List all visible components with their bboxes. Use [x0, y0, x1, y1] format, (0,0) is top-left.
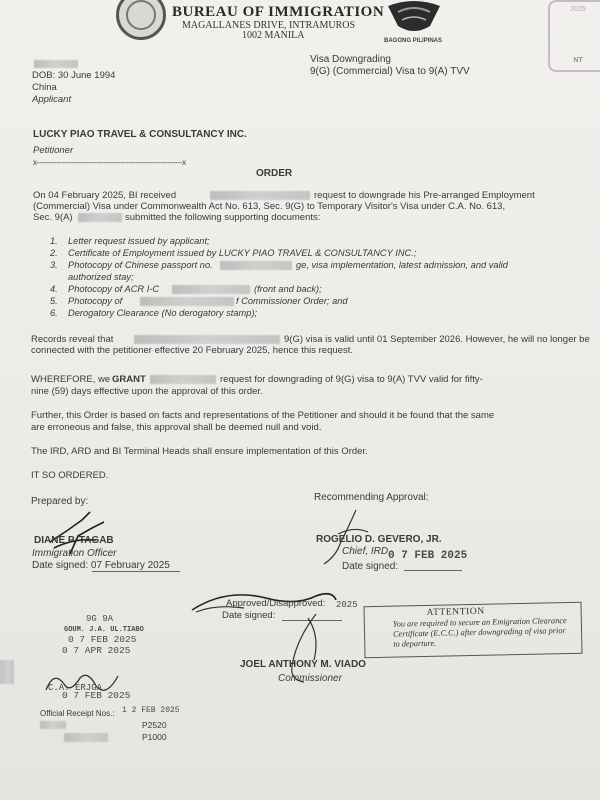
- p1-line3a: Sec. 9(A): [33, 212, 73, 223]
- p3-line1b: request for downgrading of 9(G) visa to 9(A) TVV valid for fifty-: [220, 374, 483, 385]
- p1-line3b: submitted the following supporting documents:: [125, 212, 321, 223]
- order-title: ORDER: [256, 168, 293, 179]
- approved-label: Approved/Disapproved:: [226, 598, 326, 609]
- attention-line-2: Certificate (E.C.C.) after downgrading of visa prior: [392, 626, 566, 639]
- recommending-name: ROGELIO D. GEVERO, JR.: [316, 534, 442, 545]
- receipt-date: 1 2 FEB 2025: [122, 706, 180, 715]
- stamp-visa-marks: 9G 9A: [86, 614, 114, 624]
- agency-city: 1002 MANILA: [242, 30, 305, 41]
- redacted-applicant-ref-2: [78, 213, 122, 222]
- subject-line-1: Visa Downgrading: [310, 54, 391, 65]
- prepared-title: Immigration Officer: [32, 548, 117, 559]
- applicant-nationality: China: [32, 82, 57, 93]
- receipt-label: Official Receipt Nos.:: [40, 709, 115, 718]
- p6-line: IT SO ORDERED.: [31, 470, 109, 481]
- p5-line: The IRD, ARD and BI Terminal Heads shall ensure implementation of this Order.: [31, 446, 368, 457]
- redacted-applicant-name: [34, 60, 78, 68]
- redacted-acr-no: [172, 285, 250, 294]
- p1-line1b: request to downgrade his Pre-arranged Employment: [314, 190, 535, 201]
- recommending-date-label: Date signed:: [342, 561, 399, 572]
- bureau-seal: [112, 0, 170, 46]
- stamp2-date: 0 7 FEB 2025: [62, 690, 131, 701]
- commissioner-name: JOEL ANTHONY M. VIADO: [240, 659, 366, 670]
- doc-item-6: 6. Derogatory Clearance (No derogatory stamp);: [50, 308, 258, 318]
- doc-item-1: 1. Letter request issued by applicant;: [50, 236, 210, 246]
- p4-line1: Further, this Order is based on facts and representations of the Petitioner and should it be found that the same: [31, 410, 495, 421]
- doc-item-3-tail: ge, visa implementation, latest admission, and valid: [296, 260, 508, 270]
- doc-item-5: 5. Photocopy of: [50, 296, 123, 306]
- receipt-amount-2: P1000: [142, 732, 167, 742]
- redacted-applicant-ref-4: [150, 375, 216, 384]
- prepared-by-label: Prepared by:: [31, 496, 89, 507]
- p3-line1a: WHEREFORE, we: [31, 374, 111, 385]
- redacted-passport-no: [220, 261, 292, 270]
- redacted-margin-mark: [0, 660, 14, 684]
- bagong-pilipinas-text: BAGONG PILIPINAS: [384, 38, 443, 44]
- bagong-pilipinas-logo: [386, 0, 442, 36]
- doc-item-3-cont: authorized stay;: [68, 272, 134, 282]
- stamp-date-2: 0 7 APR 2025: [62, 645, 131, 656]
- petitioner-name: LUCKY PIAO TRAVEL & CONSULTANCY INC.: [33, 129, 247, 140]
- attention-line-1: You are required to secure an Emigration Clearance: [392, 616, 567, 629]
- corner-stamp: 2025 NT: [548, 0, 600, 72]
- approved-date-stamp: 2025: [336, 600, 358, 610]
- attention-notice: [363, 602, 582, 659]
- redacted-applicant-ref-3: [134, 335, 280, 344]
- doc-item-4: 4. Photocopy of ACR I-C: [50, 284, 160, 294]
- doc-item-4-tail: (front and back);: [254, 284, 322, 294]
- p4-line2: are erroneous and false, this approval shall be deemed null and void.: [31, 422, 322, 433]
- prepared-date: Date signed: 07 February 2025: [32, 560, 170, 571]
- recommending-date-stamp: 0 7 FEB 2025: [388, 550, 468, 562]
- redacted-receipt-no-2: [64, 733, 108, 742]
- subject-line-2: 9(G) (Commercial) Visa to 9(A) TVV: [310, 66, 470, 77]
- recommending-title: Chief, IRD: [342, 546, 389, 557]
- p1-line1a: On 04 February 2025, BI received: [33, 190, 177, 201]
- p3-line2: nine (59) days effective upon the approval of this order.: [31, 386, 263, 397]
- redacted-applicant-ref-1: [210, 191, 310, 200]
- redacted-receipt-no-1: [40, 721, 66, 729]
- approved-date-label: Date signed:: [222, 610, 276, 621]
- receipt-amount-1: P2520: [142, 720, 167, 730]
- agency-address: MAGALLANES DRIVE, INTRAMUROS: [182, 20, 356, 31]
- commissioner-title: Commissioner: [278, 673, 342, 684]
- p3-grant: GRANT: [112, 374, 146, 385]
- attention-line-3: to departure.: [393, 638, 437, 649]
- recommending-label: Recommending Approval:: [314, 492, 429, 503]
- attention-heading: ATTENTION: [426, 606, 485, 618]
- p2-line2: connected with the petitioner effective 20 February 2025, hence this request.: [31, 345, 353, 356]
- p2-line1a: Records reveal that: [31, 334, 114, 345]
- doc-item-3: 3. Photocopy of Chinese passport no.: [50, 260, 213, 270]
- prepared-name: DIANE P. TAGAB: [34, 535, 114, 546]
- doc-item-2: 2. Certificate of Employment issued by LUCKY PIAO TRAVEL & CONSULTANCY INC.;: [50, 248, 417, 258]
- redacted-order-ref: [140, 297, 234, 306]
- doc-item-5-tail: f Commissioner Order; and: [236, 296, 348, 306]
- agency-title: BUREAU OF IMMIGRATION: [172, 4, 385, 20]
- applicant-role: Applicant: [32, 94, 72, 105]
- petitioner-role: Petitioner: [33, 145, 74, 156]
- applicant-dob: DOB: 30 June 1994: [32, 70, 116, 81]
- p2-line1b: 9(G) visa is valid until 01 September 2026. However, he will no longer be: [284, 334, 590, 345]
- p1-line2: (Commercial) Visa under Commonwealth Act No. 613, Sec. 9(G) to Temporary Visitor's Visa under C.A. No. 613,: [33, 201, 506, 212]
- stamp-date-1: 0 7 FEB 2025: [68, 634, 137, 645]
- petitioner-divider: x-----------------------------------------------------------x: [33, 158, 186, 167]
- stamp2-name: C.A. ERJGA: [48, 683, 103, 693]
- stamp-officer-name: GOUM. J.A. UL.TIABO: [64, 626, 144, 634]
